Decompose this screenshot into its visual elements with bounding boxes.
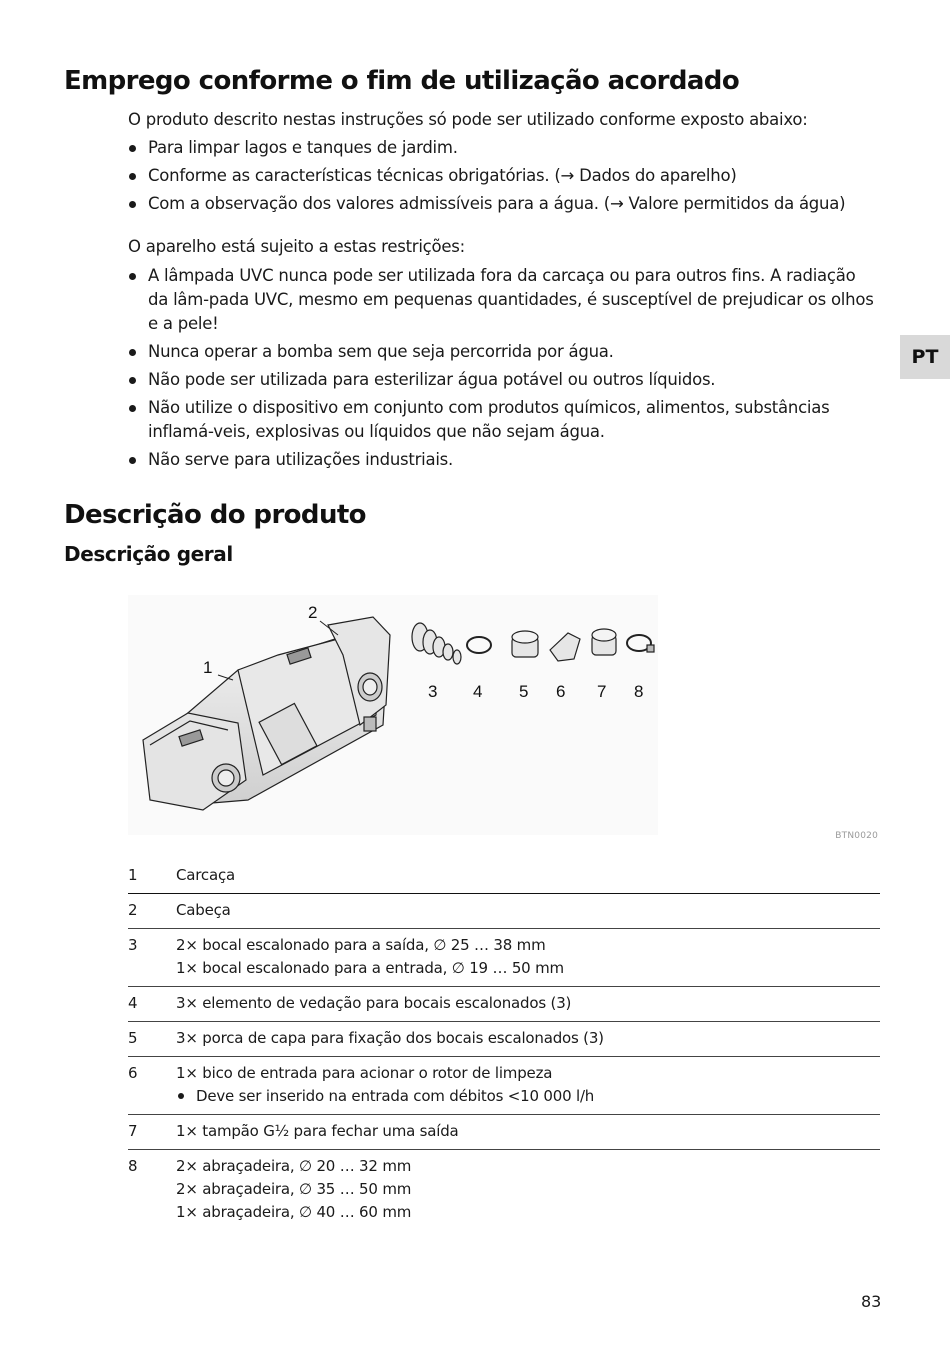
table-row [128,1057,880,1115]
callout-4: 4 [473,682,483,701]
table-row [128,987,880,1022]
table-row [128,1022,880,1057]
list-item: Conforme as características técnicas obrigatórias. (→ Dados do aparelho) [128,164,880,188]
part-number: 6 [128,1064,138,1082]
table-row [128,894,880,929]
callout-7: 7 [597,682,607,701]
part-description: 2× bocal escalonado para a saída, ∅ 25 … 38 mm 1× bocal escalonado para a entrada, ∅ 19 … 50 mm [176,936,564,977]
list-item: Nunca operar a bomba sem que seja percorrida por água. [128,340,880,364]
part-number: 7 [128,1122,138,1140]
list-item: A lâmpada UVC nunca pode ser utilizada fora da carcaça ou para outros fins. A radiação da lâm-pada UVC, mesmo em pequenas quantidades, é susceptível de prejudicar os olhos e a pele! [128,264,880,336]
list-item: Não pode ser utilizada para esterilizar água potável ou outros líquidos. [128,368,880,392]
part-number: 4 [128,994,138,1012]
callout-5: 5 [519,682,529,701]
part-description: 3× elemento de vedação para bocais escalonados (3) [176,994,572,1012]
figure-reference-code: BTN0020 [835,831,878,841]
list-item: Não serve para utilizações industriais. [128,448,880,472]
section-title-intended-use: Emprego conforme o fim de utilização acordado [64,66,740,96]
section-title-product-description: Descrição do produto [64,500,366,530]
callout-2: 2 [308,603,318,622]
product-illustration [128,595,658,835]
part-number: 1 [128,866,138,884]
part-description: 1× tampão G½ para fechar uma saída [176,1122,459,1140]
table-row [128,1115,880,1150]
list-item: Não utilize o dispositivo em conjunto com produtos químicos, alimentos, substâncias inflamá-veis, explosivas ou líquidos que não sejam água. [128,396,880,444]
plug-drawing [592,629,616,655]
list-item: Com a observação dos valores admissíveis para a água. (→ Valore permitidos da água) [128,192,880,216]
table-row [128,929,880,987]
table-row [128,859,880,894]
parts-table [128,859,880,1230]
intended-uses-list [128,136,880,220]
cap-nut-drawing [512,631,538,657]
restrictions-intro: O aparelho está sujeito a estas restrições: [128,237,465,256]
part-description: Cabeça [176,901,231,919]
part-description: 1× bico de entrada para acionar o rotor de limpeza Deve ser inserido na entrada com débitos <10 000 l/h [176,1057,880,1115]
callout-6: 6 [556,682,566,701]
part-number: 8 [128,1157,138,1175]
part-note: Deve ser inserido na entrada com débitos <10 000 l/h [176,1085,880,1108]
list-item: Para limpar lagos e tanques de jardim. [128,136,880,160]
restrictions-list [128,264,880,476]
intended-use-intro: O produto descrito nestas instruções só pode ser utilizado conforme exposto abaixo: [128,110,808,129]
callout-3: 3 [428,682,438,701]
part-description: Carcaça [176,866,235,884]
part-number: 3 [128,936,138,954]
subsection-title-general: Descrição geral [64,542,233,566]
part-number: 2 [128,901,138,919]
part-description: 3× porca de capa para fixação dos bocais escalonados (3) [176,1029,604,1047]
page-number: 83 [861,1292,882,1311]
part-number: 5 [128,1029,138,1047]
callout-8: 8 [634,682,644,701]
part-description: 2× abraçadeira, ∅ 20 … 32 mm 2× abraçadeira, ∅ 35 … 50 mm 1× abraçadeira, ∅ 40 … 60 mm [176,1157,412,1221]
callout-1: 1 [203,658,213,677]
table-row [128,1150,880,1231]
language-tab: PT [900,335,950,379]
